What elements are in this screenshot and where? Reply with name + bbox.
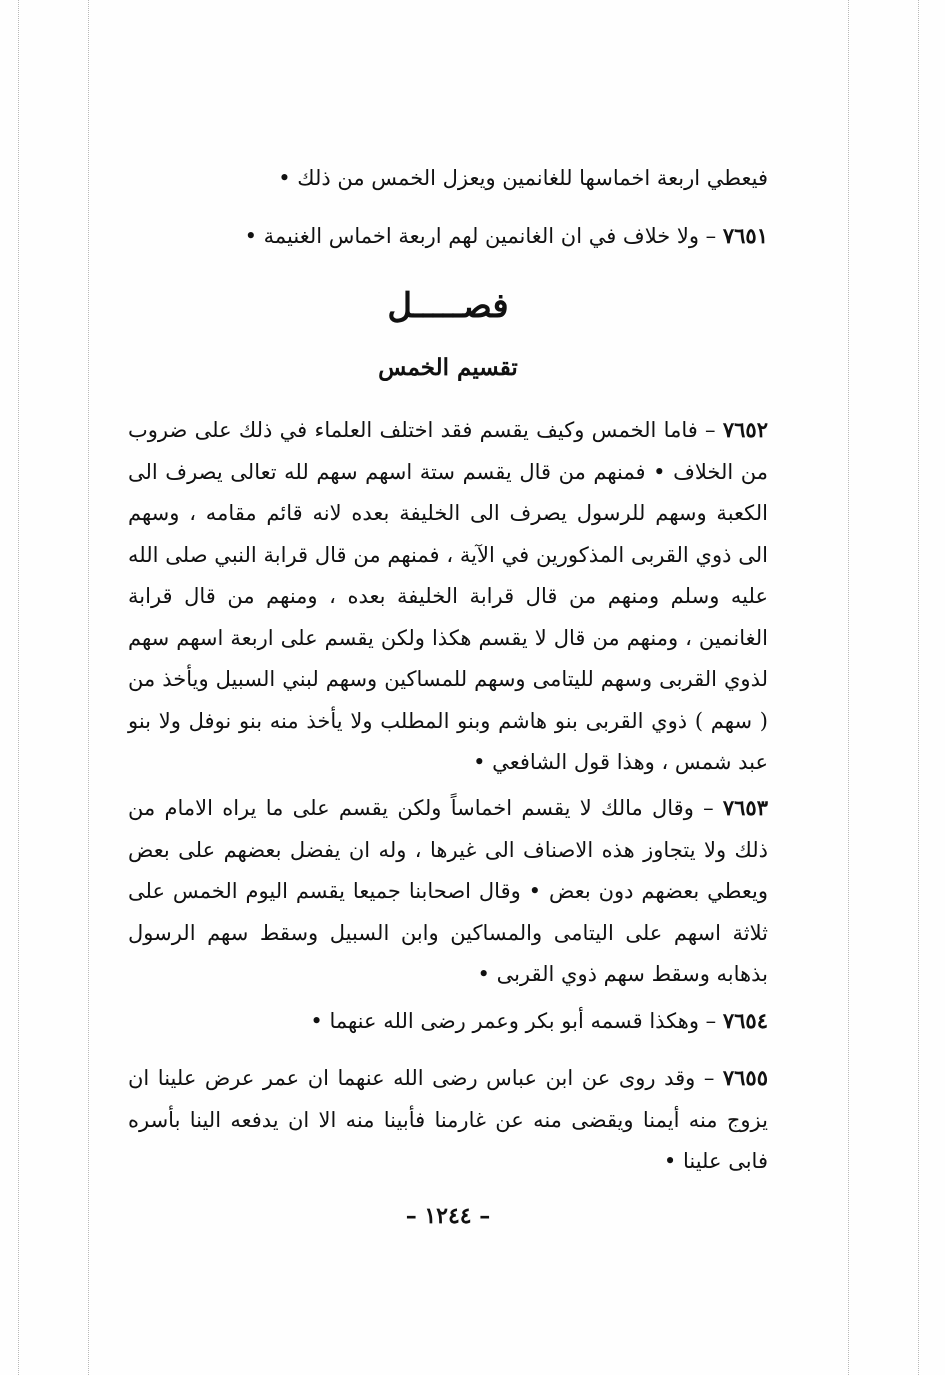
paragraph-number: ٧٦٥٤ xyxy=(722,1008,768,1033)
paragraph-number: ٧٦٥٣ xyxy=(722,795,768,820)
paragraph-number: ٧٦٥١ xyxy=(722,223,768,248)
margin-dotted-line xyxy=(88,0,89,1375)
margin-dotted-line xyxy=(918,0,919,1375)
carry-over-line: فيعطي اربعة اخماسها للغانمين ويعزل الخمس من ذلك • xyxy=(278,166,768,190)
paragraph-7651 xyxy=(245,223,768,248)
paragraph-text: – فاما الخمس وكيف يقسم فقد اختلف العلماء في ذلك على ضروب من الخلاف • فمنهم من قال يقسم ستة اسهم سهم لله تعالى يصرف الى الكعبة وسهم للرسول يصرف الى الخليفة بعده لانه قائم مقامه ، وسهم الى ذوي القربى المذكورين في الآية ، فمنهم من قال قرابة النبي صلى الله عليه وسلم ومنهم من قال قرابة الخليفة بعده ، ومنهم من قال قرابة الغانمين ، ومنهم من قال لا يقسم هكذا ولكن يقسم على اربعة اسهم سهم لذوي القربى وسهم لليتامى وسهم للمساكين وسهم لبني السبيل ويأخذ من ( سهم ) ذوي القربى بنو هاشم وبنو المطلب ولا يأخذ منه بنو نوفل ولا بنو عبد شمس ، وهذا قول الشافعي • xyxy=(128,418,768,774)
margin-dotted-line xyxy=(848,0,849,1375)
paragraph-7652 xyxy=(128,409,768,784)
paragraph-number: ٧٦٥٢ xyxy=(722,417,768,442)
paragraph-text: – وقال مالك لا يقسم اخماساً ولكن يقسم على ما يراه الامام من ذلك ولا يتجاوز هذه الاصناف الى غيرها ، وله ان يفضل بعضهم على بعض ويعطي بعضهم دون بعض • وقال اصحابنا جميعا يقسم اليوم الخمس على ثلاثة اسهم على اليتامى والمساكين وابن السبيل وسقط سهم الرسول بذهابه وسقط سهم ذوي القربى • xyxy=(128,796,768,986)
paragraph-7655 xyxy=(128,1057,768,1183)
paragraph-text: – وقد روى عن ابن عباس رضى الله عنهما ان عمر عرض علينا ان يزوج منه أيمنا ويقضى منه عن غارمنا فأبينا منه الا ان يدفعه الينا بأسره فابى علينا • xyxy=(128,1066,768,1173)
paragraph-number: ٧٦٥٥ xyxy=(722,1065,768,1090)
paragraph-text: – ولا خلاف في ان الغانمين لهم اربعة اخماس الغنيمة • xyxy=(244,224,717,248)
paragraph-text: – وهكذا قسمه أبو بكر وعمر رضى الله عنهما • xyxy=(310,1009,717,1033)
page-number: – ١٢٤٤ – xyxy=(405,1203,491,1229)
section-subheading: تقسيم الخمس xyxy=(378,354,518,381)
margin-dotted-line xyxy=(18,0,19,1375)
paragraph-7653 xyxy=(128,787,768,996)
paragraph-7654 xyxy=(310,1008,768,1033)
section-heading: فصـــــل xyxy=(387,286,509,326)
